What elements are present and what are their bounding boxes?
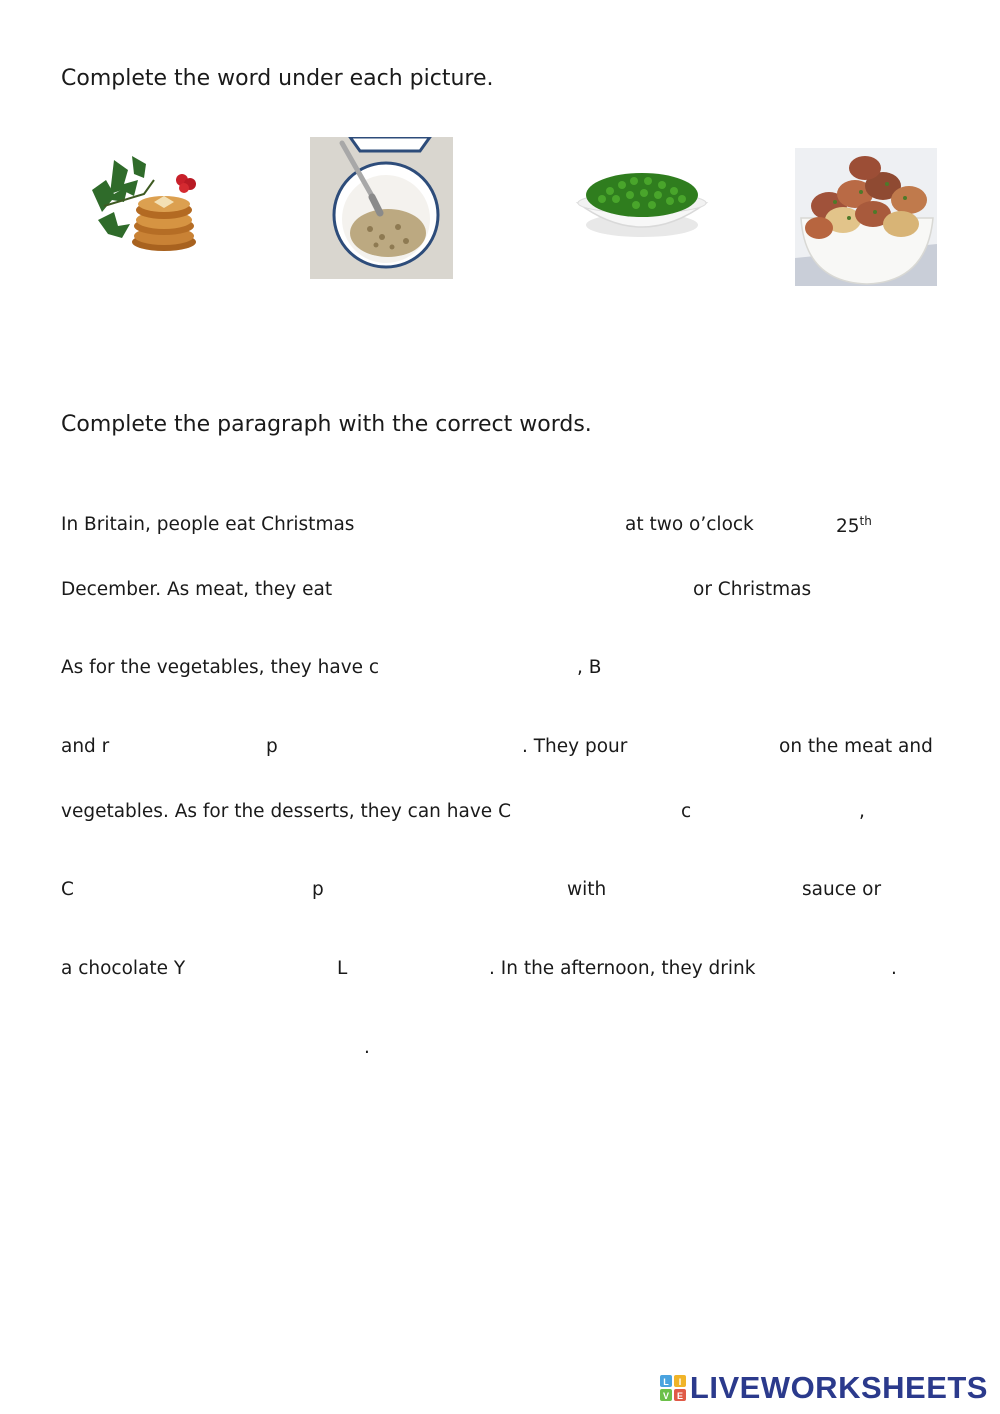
paragraph-text: p: [312, 879, 324, 900]
liveworksheets-logo-icon: [660, 1375, 686, 1401]
paragraph-text: ,: [859, 801, 865, 822]
answer-blank[interactable]: [610, 655, 860, 681]
peas-bowl-icon: [570, 155, 710, 245]
paragraph-text: on the meat and: [779, 736, 933, 757]
brand-name: LIVEWORKSHEETS: [689, 1370, 988, 1405]
paragraph-text: .: [364, 1037, 370, 1058]
paragraph-text: L: [337, 958, 348, 979]
logo-letter: I: [678, 1377, 682, 1387]
paragraph-text: In Britain, people eat Christmas: [61, 514, 355, 535]
roast-potatoes-bowl-icon: [795, 148, 937, 286]
answer-blank[interactable]: [614, 877, 794, 903]
answer-blank[interactable]: [330, 877, 558, 903]
paragraph-text: As for the vegetables, they have c: [61, 657, 380, 678]
logo-letter: L: [663, 1377, 669, 1387]
answer-blank[interactable]: [698, 799, 853, 825]
mince-pies-holly-icon: [84, 150, 212, 256]
logo-letter: V: [662, 1391, 669, 1401]
answer-blank[interactable]: [354, 956, 482, 982]
answer-blank[interactable]: [192, 956, 328, 982]
answer-blank[interactable]: [770, 956, 885, 982]
instruction-heading-pictures: Complete the word under each picture.: [61, 66, 494, 91]
paragraph-text: and r: [61, 736, 110, 757]
paragraph-text: sauce or: [802, 879, 882, 900]
date-number: 25th: [836, 514, 872, 538]
answer-blank[interactable]: [340, 577, 685, 603]
paragraph-text: C: [61, 879, 74, 900]
answer-blank[interactable]: [370, 512, 615, 538]
answer-blank[interactable]: [118, 734, 258, 760]
answer-blank[interactable]: [80, 877, 305, 903]
answer-blank[interactable]: [388, 655, 570, 681]
paragraph-text: . In the afternoon, they drink: [489, 958, 756, 979]
logo-letter: E: [676, 1391, 683, 1401]
paragraph-text: at two o’clock: [625, 514, 754, 535]
paragraph-text: c: [681, 801, 692, 822]
paragraph-text: a chocolate Y: [61, 958, 186, 979]
paragraph-text: . They pour: [522, 736, 628, 757]
ordinal-suffix: th: [859, 514, 872, 528]
answer-blank[interactable]: [514, 799, 674, 825]
paragraph-text: with: [567, 879, 607, 900]
liveworksheets-brand: [660, 1370, 988, 1406]
answer-blank[interactable]: [636, 734, 772, 760]
instruction-heading-paragraph: Complete the paragraph with the correct words.: [61, 412, 592, 437]
paragraph-text: or Christmas: [693, 579, 812, 600]
answer-blank[interactable]: [61, 1035, 356, 1061]
paragraph-text: December. As meat, they eat: [61, 579, 333, 600]
answer-blank[interactable]: [760, 512, 828, 538]
stuffing-bowl-icon: [310, 137, 453, 279]
answer-blank[interactable]: [284, 734, 516, 760]
paragraph-text: vegetables. As for the desserts, they can have C: [61, 801, 511, 822]
paragraph-text: , B: [577, 657, 602, 678]
paragraph-text: p: [266, 736, 278, 757]
paragraph-text: .: [891, 958, 897, 979]
